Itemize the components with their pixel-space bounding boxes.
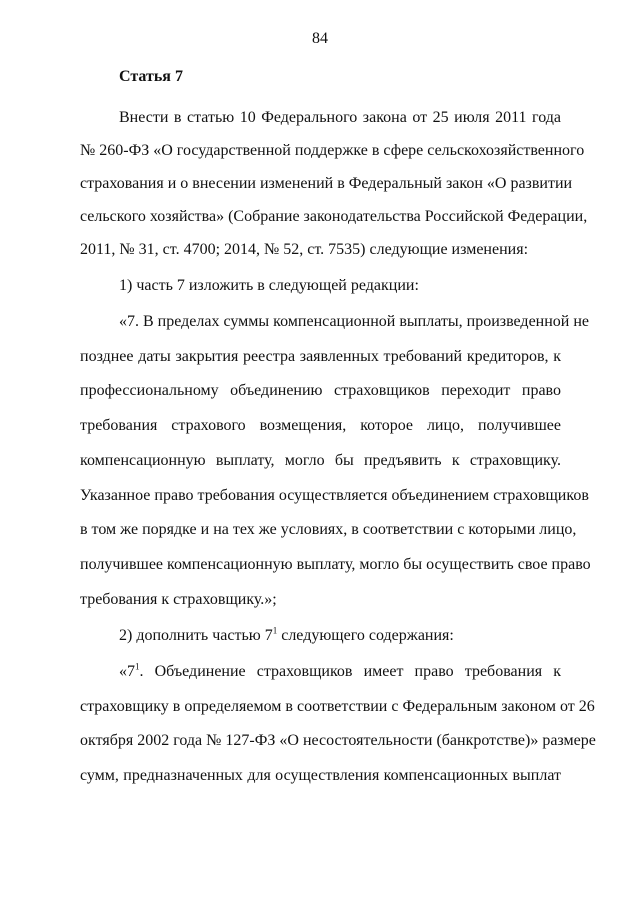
quote2-line-2: страховщику в определяемом в соответствии с Федеральным законом от 26 [80, 698, 595, 715]
quote-line-5: компенсационную выплату, могло бы предъявить к страховщику. [80, 452, 561, 469]
quote-line-2: позднее даты закрытия реестра заявленных требований кредиторов, к [80, 348, 561, 365]
list-item-2-text: 2) дополнить частью 7 [119, 627, 273, 644]
quote-line-9: требования к страховщику.»; [80, 591, 277, 608]
quote2-line-1 [119, 662, 561, 682]
quote2-line-1-start: «7 [119, 663, 135, 680]
list-item-1: 1) часть 7 изложить в следующей редакции: [119, 277, 419, 294]
body-line-3: страхования и о внесении изменений в Федеральный закон «О развитии [80, 175, 573, 192]
body-line-5: 2011, № 31, ст. 4700; 2014, № 52, ст. 7535) следующие изменения: [80, 241, 529, 258]
article-heading: Статья 7 [119, 68, 183, 85]
quote-line-4: требования страхового возмещения, которое лицо, получившее [80, 417, 561, 434]
list-item-2-tail: следующего содержания: [277, 627, 454, 644]
page-number: 84 [312, 30, 328, 47]
list-item-2 [119, 626, 561, 646]
quote-line-7: в том же порядке и на тех же условиях, в соответствии с которыми лицо, [80, 521, 577, 538]
quote2-line-1-rest: . Объединение страховщиков имеет право требования к [139, 663, 561, 680]
quote-line-3: профессиональному объединению страховщиков переходит право [80, 382, 561, 399]
superscript: 1 [272, 625, 278, 636]
quote2-line-4: сумм, предназначенных для осуществления компенсационных выплат [80, 767, 561, 784]
body-line-2: № 260-ФЗ «О государственной поддержке в сфере сельскохозяйственного [80, 142, 585, 159]
body-line-1: Внести в статью 10 Федерального закона от 25 июля 2011 года [119, 109, 561, 126]
superscript: 1 [135, 661, 140, 672]
body-line-4: сельского хозяйства» (Собрание законодательства Российской Федерации, [80, 208, 588, 225]
quote-line-6: Указанное право требования осуществляется объединением страховщиков [80, 487, 589, 504]
quote-line-8: получившее компенсационную выплату, могло бы осуществить свое право [80, 556, 591, 573]
quote-line-1: «7. В пределах суммы компенсационной выплаты, произведенной не [119, 313, 590, 330]
quote2-line-3: октября 2002 года № 127-ФЗ «О несостоятельности (банкротстве)» размере [80, 732, 596, 749]
